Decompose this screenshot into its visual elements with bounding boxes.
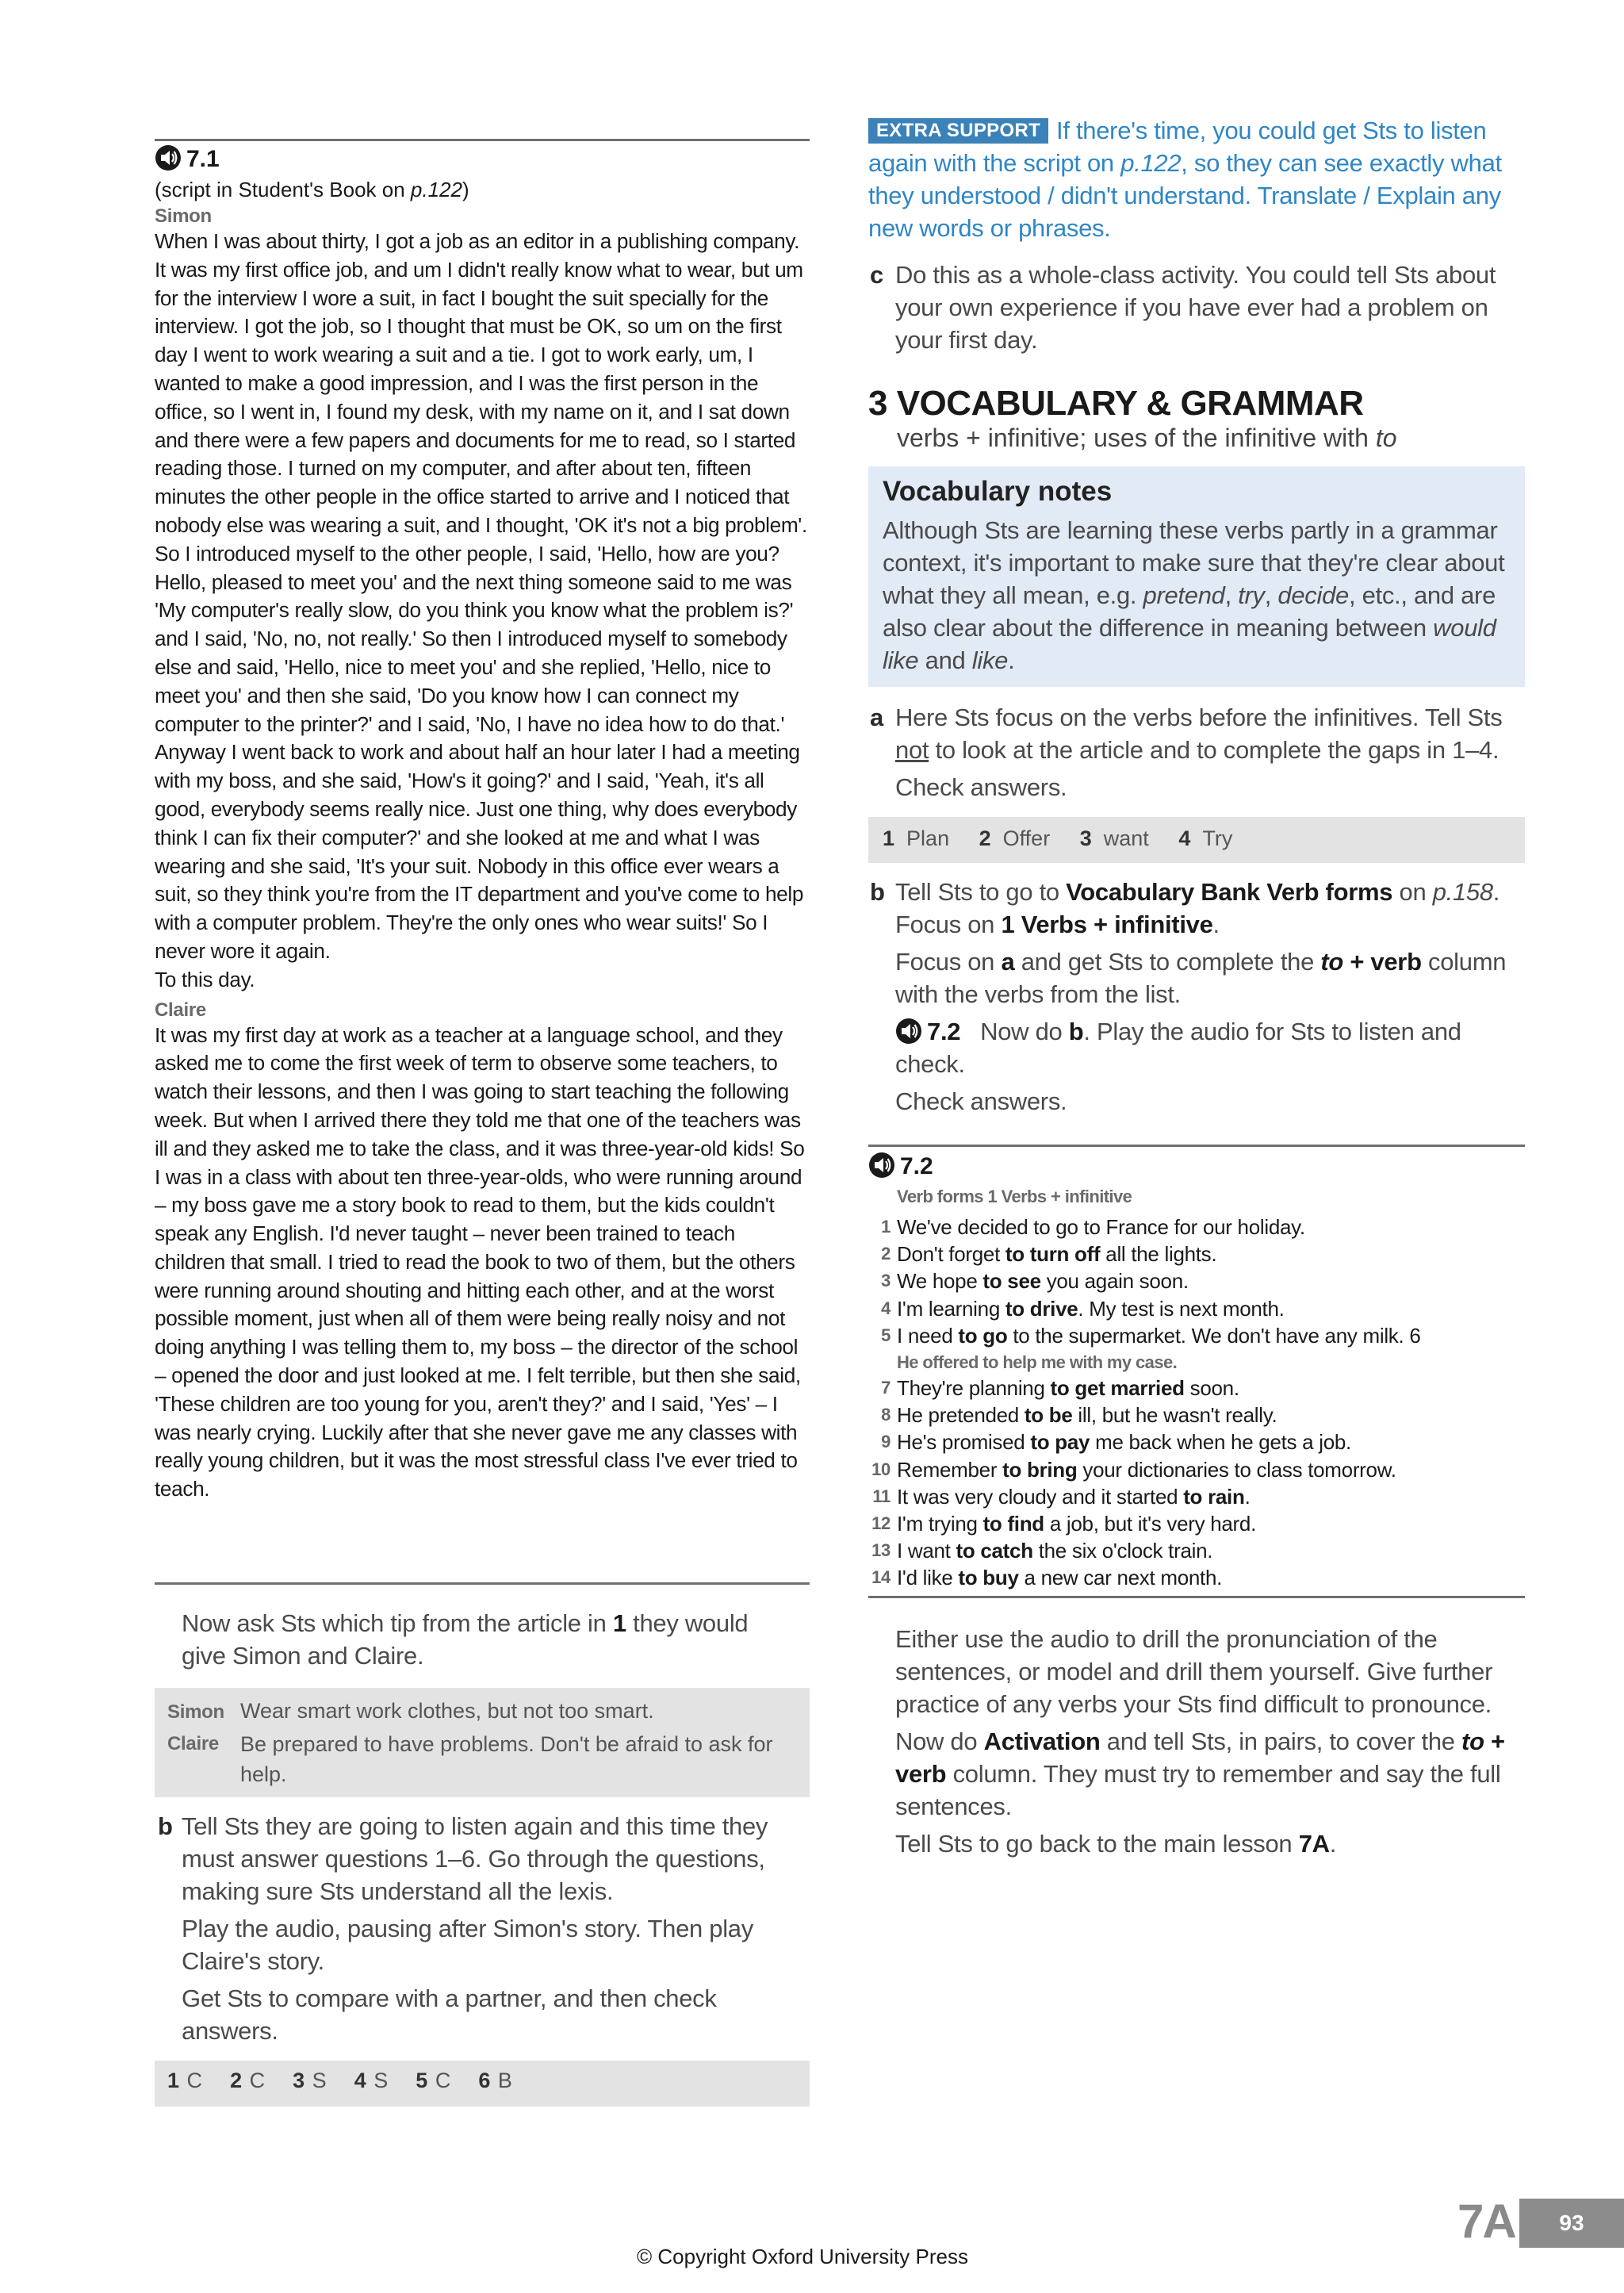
tip-instruction: Now ask Sts which tip from the article in 1 they would give Simon and Claire.: [182, 1609, 749, 1670]
item-b-left: b Tell Sts they are going to listen again and this time they must answer questions 1–6. Go through the questions, making sure Sts understand all the lexis. Play the audio, pausing after Simon's story. Then play Claire's story. Get Sts to compare with a partner, and then check answers.: [182, 1810, 784, 2052]
page-number: 93: [1519, 2199, 1624, 2248]
simon-script-end: To this day.: [155, 967, 255, 991]
vocabulary-notes-title: Vocabulary notes: [883, 476, 1113, 507]
unit-tab-label: 7A: [1457, 2195, 1515, 2248]
list-item: 5 I need to go to the supermarket. We don't have any milk. 6: [881, 1323, 1421, 1348]
audio-7-1-heading: [155, 144, 220, 173]
list-item: 11 It was very cloudy and it started to rain.: [872, 1484, 1251, 1509]
item-letter-c: c: [870, 261, 883, 289]
script72-top-rule: [868, 1145, 1525, 1147]
list-item: 14 I'd like to buy a new car next month.: [871, 1566, 1223, 1590]
list-item: 13 I want to catch the six o'clock train.: [871, 1539, 1213, 1563]
item-letter-b: b: [158, 1812, 173, 1840]
a-answers-row: 1 Plan 2 Offer 3 want 4 Try: [883, 826, 1233, 850]
list-item: He offered to help me with my case.: [897, 1352, 1178, 1373]
speaker-claire: Claire: [155, 999, 206, 1021]
extra-support-badge: EXTRA SUPPORT: [868, 118, 1048, 144]
list-item: 12 I'm trying to find a job, but it's very hard.: [871, 1512, 1256, 1536]
section-subtitle: verbs + infinitive; uses of the infinitive with to: [897, 424, 1397, 452]
audio-7-2-heading: [868, 1152, 933, 1180]
script-top-rule: [155, 139, 810, 141]
extra-support: EXTRA SUPPORT If there's time, you could get Sts to listen again with the script on p.122, so they can see exactly what they understood / didn't understand. Translate / Explain any new words or phrases.: [868, 117, 1502, 242]
script-bottom-rule: [155, 1582, 810, 1585]
item-c: c Do this as a whole-class activity. You could tell Sts about your own experience if you have ever had a problem on your first day.: [895, 259, 1522, 361]
audio-number-7-2: 7.2: [900, 1153, 933, 1179]
a-answers-box: [868, 817, 1525, 863]
vocabulary-notes-text: Although Sts are learning these verbs partly in a grammar context, it's important to make sure that they're clear about what they all mean, e.g. pretend, try, decide, etc., and are also clear about the difference in meaning between would like and like.: [883, 516, 1505, 674]
section-title: 3 VOCABULARY & GRAMMAR: [868, 384, 1364, 423]
speaker-simon: Simon: [155, 205, 212, 227]
audio-number: 7.1: [186, 146, 220, 172]
copyright-notice: © Copyright Oxford University Press: [637, 2245, 968, 2268]
final-instructions: Either use the audio to drill the pronunciation of the sentences, or model and drill them yourself. Give further practice of any verbs your Sts find difficult to pronounce. Now do Activation and tell Sts, in pairs, to cover the to + verb column. They must try to remember and say the full sentences. Tell Sts to go back to the main lesson 7A.: [895, 1625, 1505, 1858]
tip-answer-claire: Claire Be prepared to have problems. Don't be afraid to ask for help.: [167, 1732, 773, 1786]
list-item: 9 He's promised to pay me back when he gets a job.: [881, 1430, 1351, 1455]
audio-7-1-script: [155, 178, 810, 1504]
list-item: 1 We've decided to go to France for our holiday.: [881, 1215, 1305, 1239]
list-item: 10 Remember to bring your dictionaries to class tomorrow.: [871, 1457, 1396, 1482]
item-a: a Here Sts focus on the verbs before the infinitives. Tell Sts not to look at the article and to complete the gaps in 1–4. Check answers.: [895, 701, 1522, 808]
item-letter-a: a: [870, 704, 883, 731]
item-letter-b-right: b: [870, 878, 885, 906]
list-item: 8 He pretended to be ill, but he wasn't really.: [881, 1403, 1277, 1428]
tip-answer-simon: Simon Wear smart work clothes, but not too smart.: [167, 1699, 654, 1723]
list-item: 7 They're planning to get married soon.: [881, 1376, 1239, 1401]
vocabulary-notes-box: [868, 466, 1525, 687]
tip-answers-box: [155, 1688, 810, 1797]
script-reference: (script in Student's Book on p.122): [155, 178, 469, 201]
speaker-icon: [868, 1152, 895, 1179]
list-item: 2 Don't forget to turn off all the lights.: [881, 1242, 1217, 1267]
b-answers-row: 1 C 2 C 3 S 4 S 5 C 6 B: [167, 2069, 513, 2092]
verb-forms-heading: Verb forms 1 Verbs + infinitive: [897, 1187, 1132, 1206]
claire-script-text: It was my first day at work as a teacher at a language school, and they asked me to come the first week of term to observe some teachers, to watch their lessons, and then I was going to start teaching the following week. But when I arrived there they told me that one of the teachers was ill and they asked me to take the class, and it was three-year-old kids! So I was in a class with about ten three-year-olds, who were running around – my boss gave me a story book to read to them, but the kids couldn't speak any English. I'd never taught – never been trained to teach children that small. I tried to read the book to two of them, but the others were running around shouting and hitting each other, and at the worst possible moment, just when all of them were being really noisy and not doing anything I was telling them to, my boss – the director of the school – opened the door and just looked at me. I felt terrible, but then she said, 'These children are too young for you, aren't they?' and I said, 'Yes' – I was nearly crying. Luckily after that she never gave me any classes with really young children, but it was the most stressful class I've ever tried to teach.: [155, 1022, 805, 1501]
list-item: 4 I'm learning to drive. My test is next month.: [881, 1296, 1285, 1321]
speaker-icon: [895, 1018, 922, 1045]
b-answers-box: [155, 2061, 810, 2107]
verb-sentences-list: [868, 1214, 1525, 1592]
simon-script-text: When I was about thirty, I got a job as an editor in a publishing company. It was my first office job, and um I didn't really know what to wear, but um for the interview I wore a suit, in fact I bought the suit specially for the interview. I got the job, so I thought that must be OK, so um on the first day I went to work wearing a suit and a tie. I got to work early, um, I wanted to make a good impression, and I was the first person in the office, so I went in, I found my desk, with my name on it, and I sat down and there were a few papers and documents for me to read, so I started reading those. I turned on my computer, and after about ten, fifteen minutes the other people in the office started to arrive and I noticed that nobody else was wearing a suit, and I thought, 'OK it's not a big problem'. So I introduced myself to the other people, I said, 'Hello, how are you? Hello, pleased to meet you' and the next thing someone said to me was 'My computer's really slow, do you think you know what the problem is?' and I said, 'No, no, not really.' So then I introduced myself to somebody else and said, 'Hello, nice to meet you' and she replied, 'Hello, nice to meet you' and then she said, 'Do you know how I can connect my computer to the printer?' and I said, 'No, I have no idea how to do that.' Anyway I went back to work and about half an hour later I had a meeting with my boss, and she said, 'How's it going?' and I said, 'Yeah, it's all good, everybody seems really nice. Just one thing, why does everybody think I can fix their computer?' and she looked at me and what I was wearing and she said, 'It's your suit. Nobody in this office ever wears a suit, so they think you're from the IT department and you've come to help with a computer problem. They're the only ones who wear suits!' So I never wore it again.: [155, 229, 807, 963]
script72-bottom-rule: [868, 1596, 1525, 1598]
list-item: 3 We hope to see you again soon.: [881, 1269, 1189, 1294]
item-b-right: b Tell Sts to go to Vocabulary Bank Verb forms on p.158. Focus on 1 Verbs + infinitive. Focus on a and get Sts to complete the to + verb column with the verbs from the list. 7.2 Now do b. Play the audio for Sts to listen and check. Check answers.: [895, 876, 1522, 1122]
speaker-icon: [155, 144, 182, 171]
